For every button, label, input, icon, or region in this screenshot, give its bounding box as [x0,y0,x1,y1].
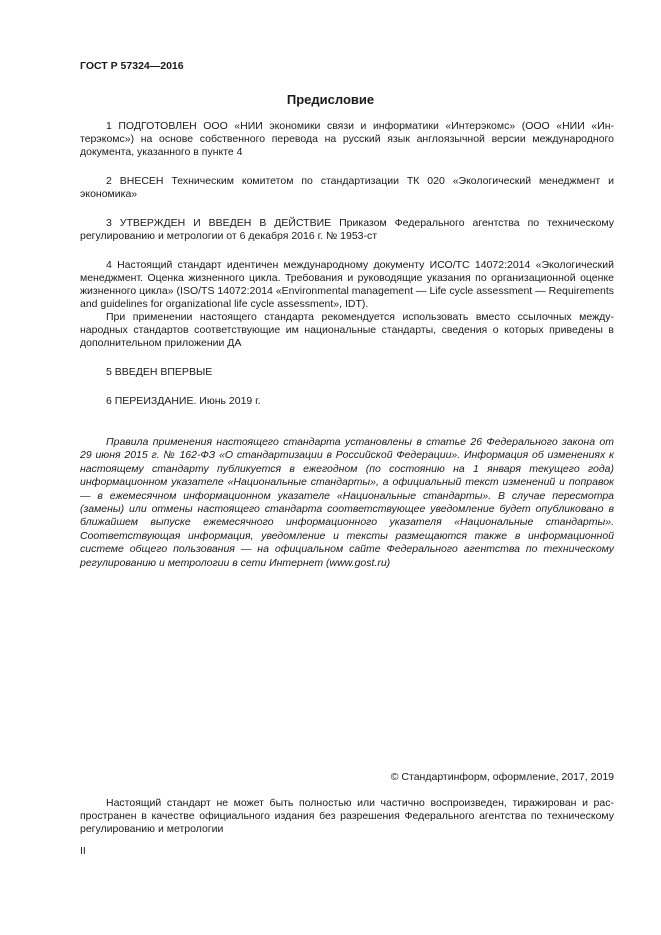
preface-item-5: 5 ВВЕДЕН ВПЕРВЫЕ [106,366,213,378]
copyright-line: © Стандартинформ, оформление, 2017, 2019 [390,771,614,783]
preface-item-3: 3 УТВЕРЖДЕН И ВВЕДЕН В ДЕЙСТВИЕ Приказом Федерального агентства по техническому регулированию и метрологии от 6 декабря 2016 г. № 1953-ст [80,217,614,242]
preface-item-6: 6 ПЕРЕИЗДАНИЕ. Июнь 2019 г. [106,395,261,407]
preface-item-1: 1 ПОДГОТОВЛЕН ООО «НИИ экономики связи и информатики «Интерэкомс» (ООО «НИИ «Интерэкомс») на основе собственного перевода на русский язык англоязычной версии международного документа, указанного в пункте 4 [80,120,614,158]
reproduction-notice: Настоящий стандарт не может быть полностью или частично воспроизведен, тиражирован и распространен в качестве официального издания без разрешения Федерального агентства по техническому регулированию и метрологии [80,797,614,835]
document-code: ГОСТ Р 57324—2016 [80,60,184,72]
application-rules-notice: Правила применения настоящего стандарта установлены в статье 26 Федерального закона от 29 июня 2015 г. № 162-ФЗ «О стандартизации в Российской Федерации». Информация об изменениях к настоящему стандарту публикуется в ежегодном (по состоянию на 1 января текущего года) информационном указателе «Национальные стандарты», а официальный текст изменений и поправок — в ежемесячном информационном указателе «Национальные стандарты». В случае пересмотра (замены) или отмены настоящего стандарта соответствующее уведомление будет опубликовано в ближайшем выпуске ежемесячного информационного указателя «Национальные стандарты». Соответствующая информация, уведомление и тексты размещаются также в информационной системе общего пользования — на официальном сайте Федерального агентства по техническому регулированию и метрологии в сети Интернет (www.gost.ru) [80,436,614,569]
page-number: II [80,845,86,857]
preface-item-4-note: При применении настоящего стандарта рекомендуется использовать вместо ссылочных международных стандартов соответствующие им национальные стандарты, сведения о которых приведены в дополнительном приложении ДА [80,311,614,349]
preface-item-2: 2 ВНЕСЕН Техническим комитетом по стандартизации ТК 020 «Экологический менеджмент и экономика» [80,175,614,200]
preface-item-4: 4 Настоящий стандарт идентичен международному документу ИСО/ТС 14072:2014 «Экологический менеджмент. Оценка жизненного цикла. Требования и руководящие указания по организационной оценке жизненного цикла» (ISO/TS 14072:2014 «Environmental management — Life cycle assessment — Requirements and guidelines for organizational life cycle assessment», IDT). [80,259,614,310]
preface-body [80,120,614,408]
preface-title: Предисловие [286,92,375,107]
